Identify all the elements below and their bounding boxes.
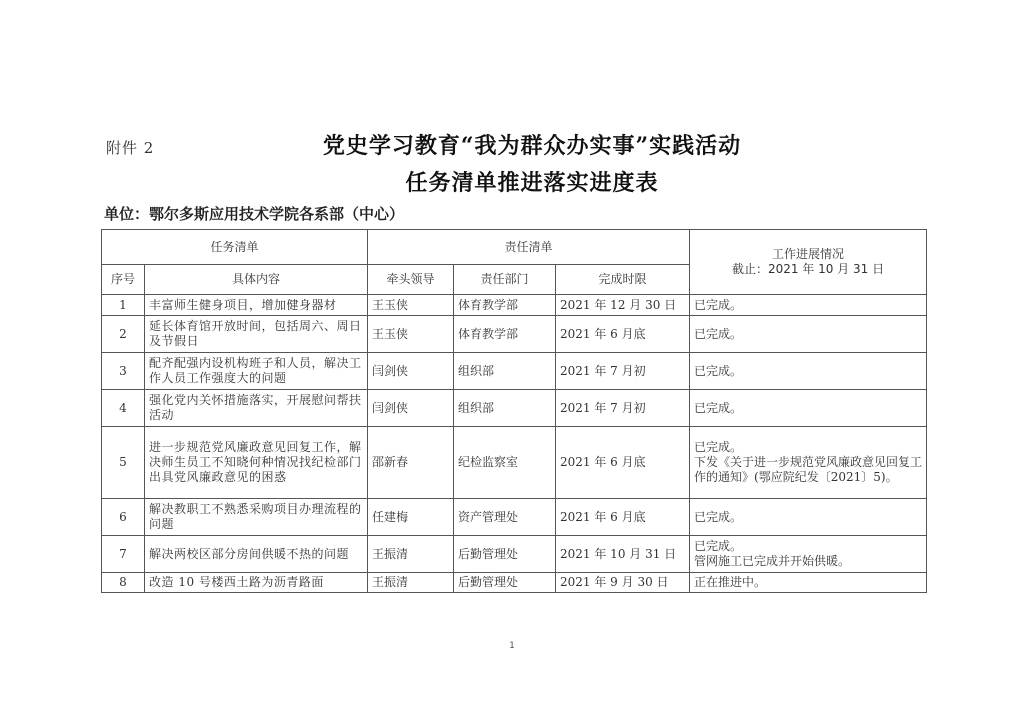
row-no: 5: [102, 427, 145, 499]
row-dept: 后勤管理处: [454, 573, 556, 593]
row-deadline: 2021 年 7 月初: [556, 353, 690, 390]
row-leader: 邵新春: [368, 427, 454, 499]
header-content: 具体内容: [145, 265, 368, 295]
row-content: 丰富师生健身项目，增加健身器材: [145, 295, 368, 316]
header-responsibility-list: 责任清单: [368, 230, 690, 265]
header-progress: [690, 230, 927, 295]
row-deadline: 2021 年 10 月 31 日: [556, 536, 690, 573]
row-deadline: 2021 年 6 月底: [556, 499, 690, 536]
progress-table: [101, 229, 927, 593]
row-progress: 已完成。: [690, 353, 927, 390]
table-row: [102, 295, 927, 316]
row-progress: 已完成。: [690, 295, 927, 316]
table-row: [102, 499, 927, 536]
row-content: 配齐配强内设机构班子和人员，解决工作人员工作强度大的问题: [145, 353, 368, 390]
table-row: [102, 573, 927, 593]
row-content: 解决两校区部分房间供暖不热的问题: [145, 536, 368, 573]
row-progress: 已完成。: [690, 390, 927, 427]
row-deadline: 2021 年 12 月 30 日: [556, 295, 690, 316]
header-progress-title: 工作进展情况: [772, 247, 845, 261]
header-task-list: 任务清单: [102, 230, 368, 265]
row-deadline: 2021 年 6 月底: [556, 316, 690, 353]
row-deadline: 2021 年 6 月底: [556, 427, 690, 499]
row-leader: 任建梅: [368, 499, 454, 536]
table-row: [102, 390, 927, 427]
row-content: 延长体育馆开放时间，包括周六、周日及节假日: [145, 316, 368, 353]
row-leader: 王振清: [368, 573, 454, 593]
row-dept: 体育教学部: [454, 316, 556, 353]
row-leader: 闫剑侠: [368, 390, 454, 427]
row-progress-status: 已完成。: [694, 440, 743, 454]
row-dept: 纪检监察室: [454, 427, 556, 499]
row-progress: 正在推进中。: [690, 573, 927, 593]
row-no: 8: [102, 573, 145, 593]
row-content: 改造 10 号楼西土路为沥青路面: [145, 573, 368, 593]
row-progress: [690, 536, 927, 573]
row-progress: 已完成。: [690, 499, 927, 536]
row-progress-note: 下发《关于进一步规范党风廉政意见回复工作的通知》(鄂应院纪发〔2021〕5)。: [694, 455, 923, 484]
row-no: 2: [102, 316, 145, 353]
row-dept: 组织部: [454, 390, 556, 427]
table-row: [102, 536, 927, 573]
row-content: 强化党内关怀措施落实，开展慰问帮扶活动: [145, 390, 368, 427]
table-row: [102, 427, 927, 499]
header-progress-date: 截止：2021 年 10 月 31 日: [731, 262, 885, 276]
unit-label: 单位：鄂尔多斯应用技术学院各系部（中心）: [104, 205, 405, 223]
row-dept: 组织部: [454, 353, 556, 390]
header-no: 序号: [102, 265, 145, 295]
table-row: [102, 316, 927, 353]
row-progress-status: 已完成。: [694, 539, 743, 553]
row-no: 3: [102, 353, 145, 390]
header-deadline: 完成时限: [556, 265, 690, 295]
table-row: [102, 353, 927, 390]
page-number: 1: [509, 641, 515, 651]
row-dept: 资产管理处: [454, 499, 556, 536]
row-progress-note: 管网施工已完成并开始供暖。: [694, 554, 851, 568]
title-line-2: 任务清单推进落实进度表: [405, 170, 659, 196]
row-no: 7: [102, 536, 145, 573]
row-progress: 已完成。: [690, 316, 927, 353]
row-deadline: 2021 年 7 月初: [556, 390, 690, 427]
row-leader: 闫剑侠: [368, 353, 454, 390]
row-content: 进一步规范党风廉政意见回复工作，解决师生员工不知晓何种情况找纪检部门出具党风廉政意见的困惑: [145, 427, 368, 499]
row-dept: 后勤管理处: [454, 536, 556, 573]
row-no: 1: [102, 295, 145, 316]
title-line-1: 党史学习教育“我为群众办实事”实践活动: [322, 133, 742, 159]
row-leader: 王玉侠: [368, 316, 454, 353]
row-deadline: 2021 年 9 月 30 日: [556, 573, 690, 593]
row-leader: 王振清: [368, 536, 454, 573]
attachment-label: 附件 2: [106, 139, 155, 157]
row-dept: 体育教学部: [454, 295, 556, 316]
header-leader: 牵头领导: [368, 265, 454, 295]
row-content: 解决教职工不熟悉采购项目办理流程的问题: [145, 499, 368, 536]
row-progress: [690, 427, 927, 499]
header-dept: 责任部门: [454, 265, 556, 295]
row-leader: 王玉侠: [368, 295, 454, 316]
row-no: 6: [102, 499, 145, 536]
row-no: 4: [102, 390, 145, 427]
